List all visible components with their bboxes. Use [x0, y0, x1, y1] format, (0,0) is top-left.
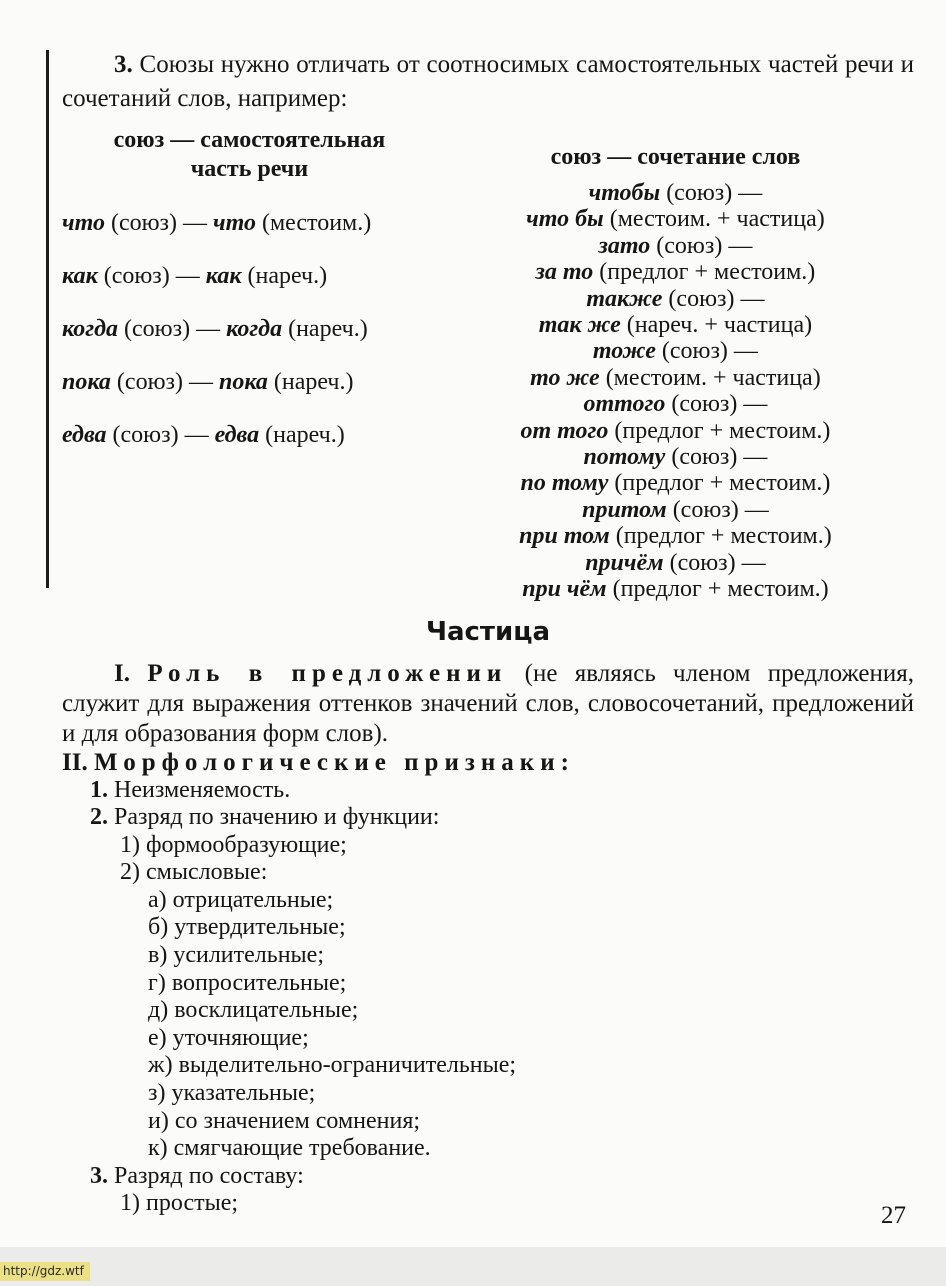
left-margin-rule — [46, 50, 49, 588]
morphology-label: Морфологические признаки: — [93, 748, 575, 776]
list-item: к) смягчающие требование. — [148, 1135, 431, 1162]
morphology-heading — [62, 749, 914, 777]
comparison-right-column — [437, 116, 914, 603]
intro-text: Союзы нужно отличать от соотносимых самостоятельных частей речи и сочетаний слов, например: — [62, 51, 915, 112]
intro-marker: 3. — [114, 51, 133, 78]
comparison-item: едва (союз) — едва (нареч.) — [62, 422, 345, 448]
comparison-item: потому (союз) — по тому (предлог + местоим.) — [520, 444, 831, 497]
right-column-header: союз — сочетание слов — [550, 144, 801, 170]
comparison-item: также (союз) — так же (нареч. + частица) — [538, 285, 813, 339]
intro-paragraph — [62, 48, 914, 116]
left-column-items — [62, 209, 437, 449]
comparison-item: зато (союз) — за то (предлог + местоим.) — [535, 232, 816, 286]
list-item: б) утвердительные; — [148, 914, 346, 941]
right-column-items — [437, 180, 914, 603]
comparison-item: что (союз) — что (местоим.) — [62, 210, 372, 236]
list-item: 2) смысловые: — [120, 859, 268, 886]
role-paragraph — [62, 659, 914, 749]
watermark-url: http://gdz.wtf — [0, 1262, 90, 1281]
comparison-item: оттого (союз) — от того (предлог + местоим.) — [520, 391, 831, 444]
page-number: 27 — [881, 1202, 906, 1229]
role-label: Роль в предложении — [147, 659, 508, 687]
page-content — [62, 48, 914, 1218]
list-item: ж) выделительно-ограничительные; — [148, 1052, 517, 1079]
list-item: з) указательные; — [148, 1080, 316, 1107]
left-column-header: союз — самостоятельная часть речи — [113, 127, 386, 182]
list-item: 1) формообразующие; — [120, 831, 347, 858]
comparison-item: пока (союз) — пока (нареч.) — [62, 369, 354, 395]
morphology-list — [62, 777, 914, 1219]
list-item: 3. Разряд по составу: — [90, 1162, 304, 1189]
list-item: д) восклицательные; — [148, 997, 359, 1024]
list-item: а) отрицательные; — [148, 886, 334, 913]
section-title-chastitsa: Частица — [425, 616, 551, 647]
list-item: е) уточняющие; — [148, 1024, 309, 1051]
comparison-item: тоже (союз) — то же (местоим. + частица) — [530, 338, 821, 391]
list-item: 1. Неизменяемость. — [90, 776, 291, 803]
comparison-item: чтобы (союз) — что бы (местоим. + частица) — [526, 180, 825, 233]
role-text: (не являясь членом предложения, служит для выражения оттенков значений слов, словосочетаний, предложений и для образования форм слов). — [62, 659, 915, 747]
comparison-left-column — [62, 116, 437, 603]
scan-bottom-shadow — [0, 1247, 946, 1286]
list-item: в) усилительные; — [148, 942, 324, 969]
role-marker: I. — [114, 659, 130, 687]
comparison-table — [62, 116, 914, 603]
list-item: 1) простые; — [120, 1190, 239, 1217]
morphology-marker: II. — [62, 748, 88, 776]
list-item: г) вопросительные; — [148, 969, 347, 996]
comparison-item: когда (союз) — когда (нареч.) — [62, 316, 368, 342]
list-item: и) со значением сомнения; — [148, 1107, 421, 1134]
comparison-item: как (союз) — как (нареч.) — [62, 263, 328, 289]
comparison-item: причём (союз) — при чём (предлог + местоим.) — [522, 549, 829, 603]
comparison-item: притом (союз) — при том (предлог + местоим.) — [519, 496, 832, 550]
list-item: 2. Разряд по значению и функции: — [90, 804, 440, 831]
